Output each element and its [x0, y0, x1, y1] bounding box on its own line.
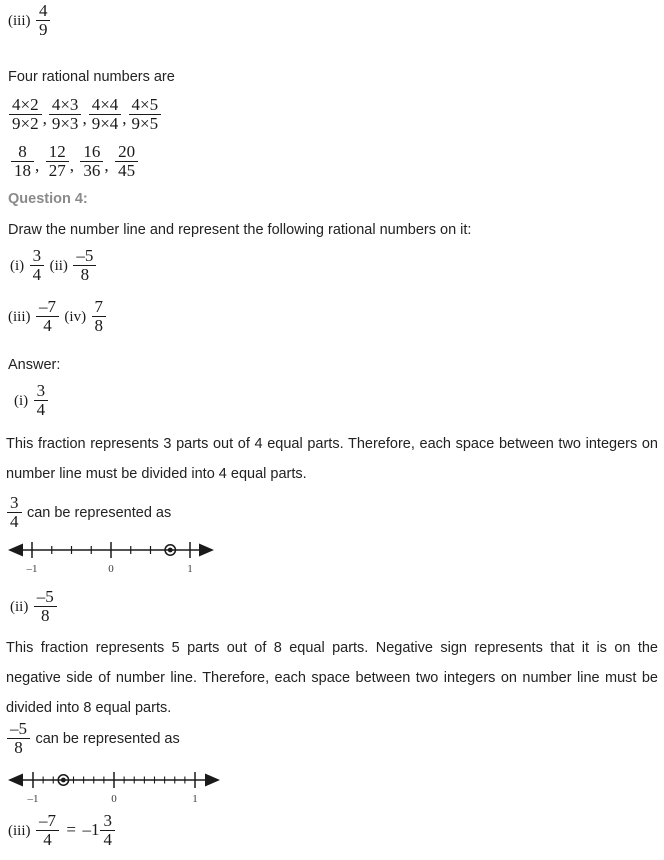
- fraction-denominator: 4: [43, 830, 52, 850]
- tick-label-zero: 0: [108, 563, 114, 575]
- right-arrow-icon: [205, 774, 220, 787]
- separator-comma: ,: [82, 108, 87, 128]
- number-line-three-quarters: [6, 535, 216, 575]
- fraction-numerator: 3: [30, 247, 45, 266]
- fraction-7-8: [92, 298, 107, 336]
- simplified-fraction: [115, 143, 138, 181]
- tick-label-one: 1: [187, 563, 193, 575]
- fraction-numerator: –7: [36, 298, 59, 317]
- fraction-neg7-4: [36, 298, 59, 336]
- tick-label-minus-one: –1: [27, 793, 39, 805]
- fraction-denominator: 45: [118, 161, 136, 181]
- separator-comma: ,: [104, 155, 109, 175]
- fraction-3-4: [7, 494, 22, 532]
- separator-comma: ,: [122, 108, 127, 128]
- fraction-denominator: 8: [14, 738, 23, 758]
- fraction-denominator: 8: [94, 316, 104, 336]
- question-prompt: Draw the number line and represent the following rational numbers on it:: [8, 222, 472, 238]
- fraction-denominator: 9×5: [131, 114, 159, 134]
- fraction-numerator: 16: [80, 143, 103, 162]
- fraction-denominator: 27: [48, 161, 66, 181]
- simplified-fraction: [80, 143, 103, 181]
- fraction-denominator: 4: [36, 400, 46, 420]
- mixed-whole-part: –1: [82, 819, 100, 839]
- fraction-numerator: 8: [11, 143, 34, 162]
- expanded-fractions-row: [8, 96, 162, 134]
- fraction-numerator: –5: [73, 247, 96, 266]
- fraction-numerator: 3: [7, 494, 22, 513]
- answer-i-represent-line: [6, 494, 171, 532]
- fraction-denominator: 9×3: [51, 114, 79, 134]
- represent-text: can be represented as: [35, 730, 180, 747]
- left-arrow-icon: [8, 774, 23, 787]
- simplified-fraction: [11, 143, 34, 181]
- fraction-denominator: 4: [43, 316, 52, 336]
- fraction-denominator: 9×2: [12, 114, 39, 134]
- fraction-numerator: 4×2: [9, 96, 42, 115]
- answer-i-heading: [14, 382, 49, 420]
- fraction-neg7-4: [36, 812, 59, 850]
- question-heading: Question 4:: [8, 191, 88, 207]
- expanded-fraction: [129, 96, 162, 134]
- fraction-neg5-8: [7, 720, 30, 758]
- fraction-numerator: 4×4: [89, 96, 122, 115]
- fraction-denominator: 9: [38, 20, 48, 40]
- part-label-i: (i): [10, 257, 25, 274]
- part-label-iii: (iii): [8, 308, 31, 325]
- fraction-3-4: [30, 247, 45, 285]
- fraction-denominator: 36: [83, 161, 101, 181]
- answer-label-i: (i): [14, 392, 29, 409]
- right-arrow-icon: [199, 544, 214, 557]
- marker-dot: [168, 548, 173, 553]
- item-iii-top: [8, 2, 51, 40]
- fraction-numerator: 4: [36, 2, 51, 21]
- tick-label-minus-one: –1: [26, 563, 38, 575]
- number-line-svg: [6, 535, 216, 565]
- part-label-ii: (ii): [49, 257, 68, 274]
- fraction-neg5-8: [73, 247, 96, 285]
- fraction-numerator: 7: [92, 298, 107, 317]
- item-label: (iii): [8, 12, 31, 29]
- fraction-denominator: 18: [14, 161, 31, 181]
- separator-comma: ,: [42, 108, 47, 128]
- fraction-denominator: 4: [103, 830, 112, 850]
- left-arrow-icon: [8, 544, 23, 557]
- simplified-fractions-row: [10, 143, 139, 181]
- expanded-fraction: [9, 96, 42, 134]
- tick-label-one: 1: [192, 793, 198, 805]
- represent-text: can be represented as: [26, 504, 172, 521]
- mixed-fraction-3-4: [100, 812, 115, 850]
- fraction-numerator: 20: [115, 143, 138, 162]
- part-label-iv: (iv): [64, 308, 87, 325]
- answer-ii-explanation: This fraction represents 5 parts out of 8 equal parts. Negative sign represents that it is on the negative side of number line. Therefore, each space between two integers on number line must be divided into 8 equal parts.: [6, 640, 658, 716]
- answer-iii-heading: [8, 812, 116, 850]
- expanded-fraction: [49, 96, 82, 134]
- answer-label: Answer:: [8, 357, 61, 373]
- question-parts-row-1: [10, 247, 97, 285]
- fraction-numerator: –5: [34, 588, 57, 607]
- fraction-numerator: 4×3: [49, 96, 82, 115]
- fraction-numerator: 3: [100, 812, 115, 831]
- expanded-fraction: [89, 96, 122, 134]
- fraction-denominator: 4: [10, 512, 19, 532]
- fraction-numerator: 12: [46, 143, 69, 162]
- simplified-fraction: [46, 143, 69, 181]
- separator-comma: ,: [35, 155, 40, 175]
- separator-comma: ,: [69, 155, 74, 175]
- answer-ii-represent-line: [6, 720, 180, 758]
- answer-label-iii: (iii): [8, 822, 31, 839]
- fraction-numerator: 3: [34, 382, 49, 401]
- fraction-denominator: 4: [32, 265, 42, 285]
- question-parts-row-2: [8, 298, 107, 336]
- number-line-minus-five-eighths: [6, 765, 222, 805]
- fraction-3-4: [34, 382, 49, 420]
- fraction-neg5-8: [34, 588, 57, 626]
- fraction-numerator: –5: [7, 720, 30, 739]
- fraction-4-9: [36, 2, 51, 40]
- fraction-denominator: 9×4: [91, 114, 119, 134]
- marker-dot: [61, 778, 66, 783]
- answer-i-explanation: This fraction represents 3 parts out of 4 equal parts. Therefore, each space between two integers on number line must be divided into 4 equal parts.: [6, 436, 658, 482]
- fraction-numerator: 4×5: [129, 96, 162, 115]
- fraction-denominator: 8: [41, 606, 50, 626]
- fraction-numerator: –7: [36, 812, 59, 831]
- number-line-svg: [6, 765, 222, 795]
- equals-sign: =: [66, 819, 76, 839]
- tick-label-zero: 0: [111, 793, 117, 805]
- four-rational-numbers-text: Four rational numbers are: [8, 69, 175, 85]
- answer-ii-heading: [10, 588, 58, 626]
- fraction-denominator: 8: [80, 265, 90, 285]
- answer-label-ii: (ii): [10, 598, 29, 615]
